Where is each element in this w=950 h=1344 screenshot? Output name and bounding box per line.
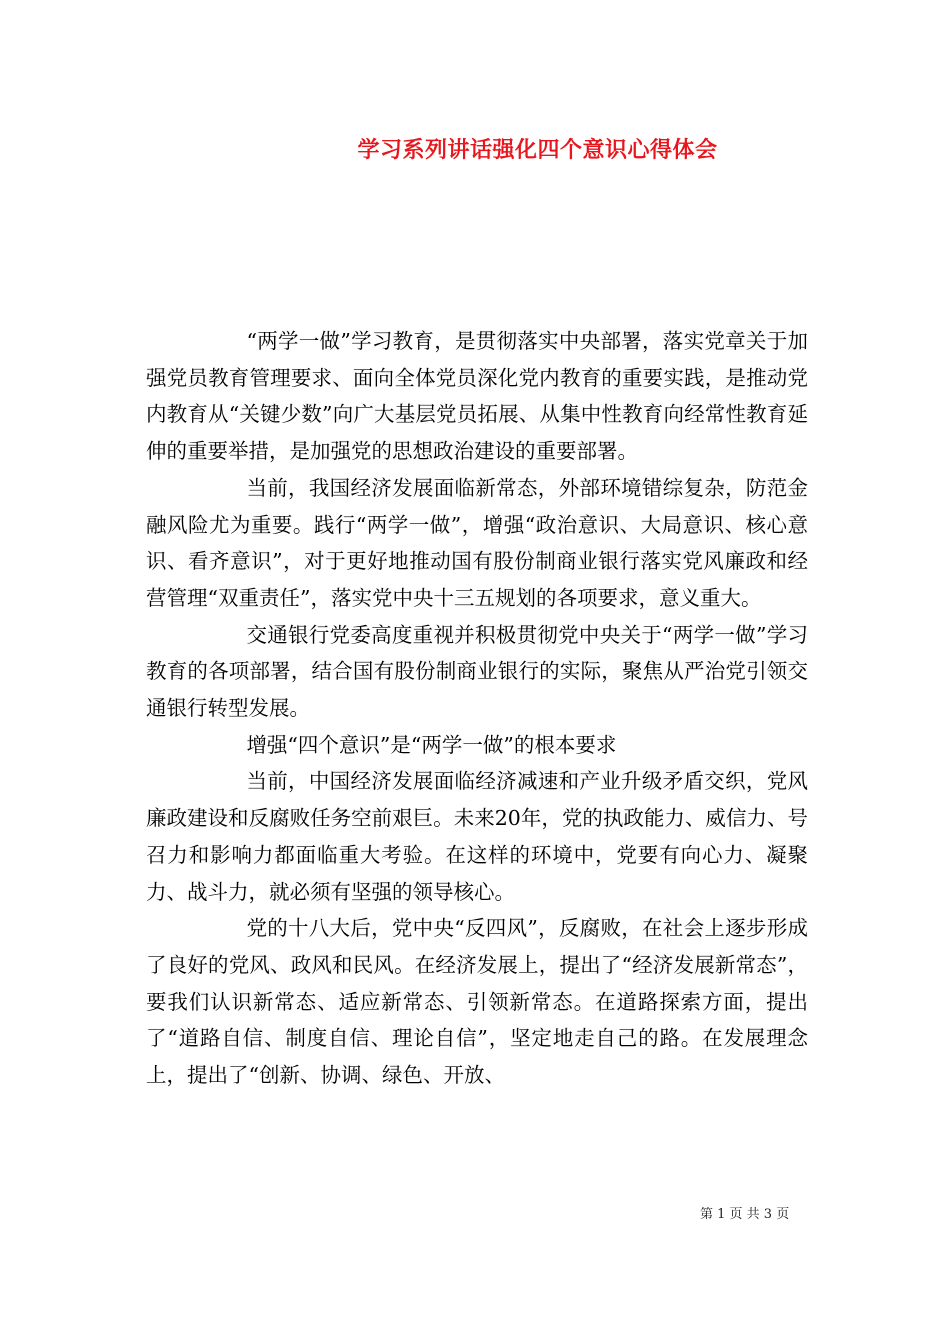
page-number-footer: 第 1 页 共 3 页 [700,1207,790,1222]
section-heading: 增强“四个意识”是“两学一做”的根本要求 [246,732,617,757]
paragraph-2: 当前，我国经济发展面临新常态，外部环境错综复杂，防范金融风险尤为重要。践行“两学一做”，增强“政治意识、大局意识、核心意识、看齐意识”，对于更好地推动国有股份制商业银行落实党风廉政和经营管理“双重责任”，落实党中央十三五规划的各项要求，意义重大。 [146,475,808,610]
paragraph-4: 当前，中国经济发展面临经济减速和产业升级矛盾交织，党风廉政建设和反腐败任务空前艰巨。未来20年，党的执政能力、威信力、号召力和影响力都面临重大考验。在这样的环境中，党要有向心力、凝聚力、战斗力，就必须有坚强的领导核心。 [146,769,808,904]
paragraph-5: 党的十八大后，党中央“反四风”，反腐败，在社会上逐步形成了良好的党风、政风和民风。在经济发展上，提出了“经济发展新常态”，要我们认识新常态、适应新常态、引领新常态。在道路探索方面，提出了“道路自信、制度自信、理论自信”，坚定地走自己的路。在发展理念上，提出了“创新、协调、绿色、开放、 [146,916,808,1088]
paragraph-3: 交通银行党委高度重视并积极贯彻党中央关于“两学一做”学习教育的各项部署，结合国有股份制商业银行的实际，聚焦从严治党引领交通银行转型发展。 [146,622,808,721]
document-title: 学习系列讲话强化四个意识心得体会 [357,137,718,163]
document-body [146,323,808,1094]
paragraph-1: “两学一做”学习教育，是贯彻落实中央部署，落实党章关于加强党员教育管理要求、面向全体党员深化党内教育的重要实践，是推动党内教育从“关键少数”向广大基层党员拓展、从集中性教育向经常性教育延伸的重要举措，是加强党的思想政治建设的重要部署。 [146,329,808,464]
